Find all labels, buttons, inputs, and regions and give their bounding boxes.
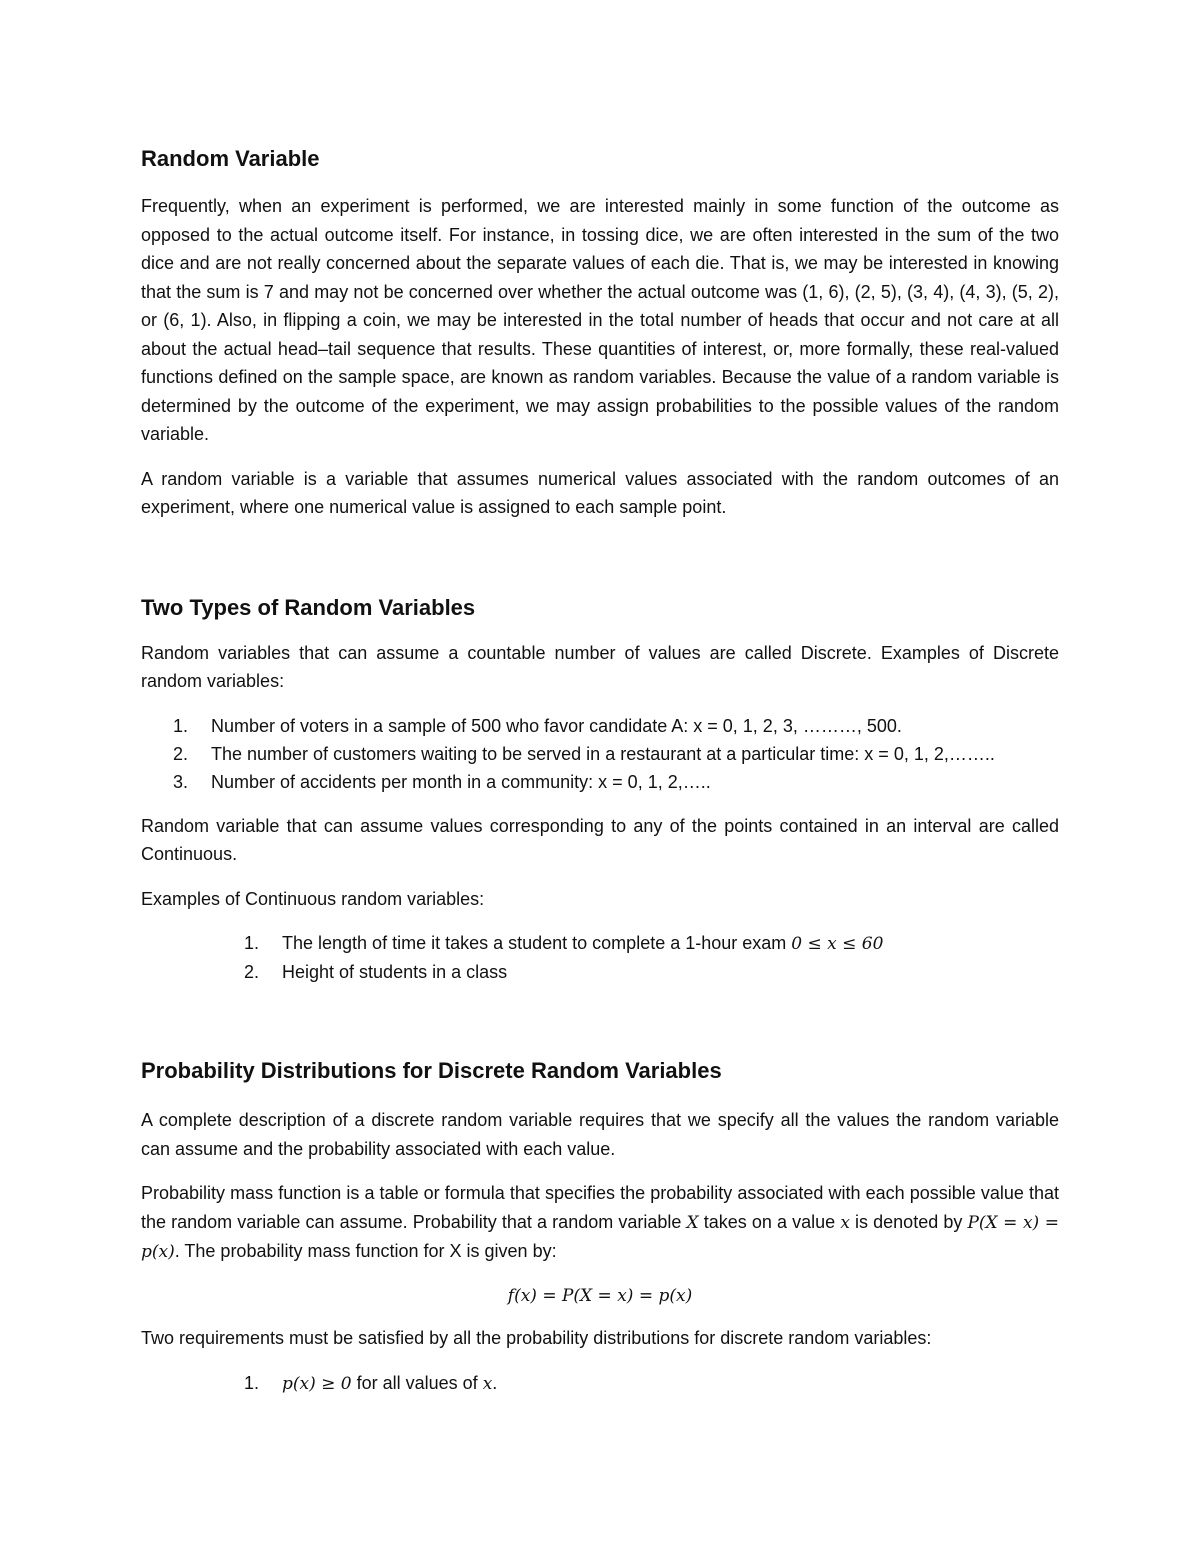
- math-expression: 0 ≤ x ≤ 60: [791, 934, 884, 954]
- paragraph: [141, 1179, 1059, 1267]
- paragraph: Random variables that can assume a countable number of values are called Discrete. Examples of Discrete random variables:: [141, 642, 1059, 691]
- list-text: The number of customers waiting to be served in a restaurant at a particular time: x = 0, 1, 2,……..: [211, 743, 995, 764]
- text-run: is denoted by: [855, 1211, 963, 1232]
- paragraph: Random variable that can assume values corresponding to any of the points contained in an interval are called Continuous.: [141, 815, 1059, 864]
- discrete-examples-list: [173, 712, 1059, 796]
- definition-paragraph: A random variable is a variable that assumes numerical values associated with the random outcomes of an experiment, where one numerical value is assigned to each sample point.: [141, 468, 1059, 517]
- list-text: for all values of: [356, 1372, 478, 1393]
- text-run: . The probability mass function for X is given by:: [174, 1241, 557, 1261]
- paragraph: Examples of Continuous random variables:: [141, 888, 485, 909]
- text-run: takes on a value: [703, 1211, 836, 1232]
- list-text: Number of accidents per month in a community: x = 0, 1, 2,…..: [211, 771, 711, 792]
- list-number: 1.: [173, 715, 189, 736]
- list-number: 1.: [244, 1372, 260, 1393]
- list-item: [173, 712, 1059, 740]
- formula-display: [141, 1281, 1059, 1311]
- continuous-examples-list: [244, 929, 1059, 986]
- section-title-random-variable: Random Variable: [141, 146, 320, 171]
- list-item: [244, 958, 1059, 986]
- document-body: [141, 140, 1059, 1398]
- math-expression: x: [482, 1373, 493, 1394]
- list-number: 3.: [173, 771, 189, 792]
- paragraph: Frequently, when an experiment is performed, we are interested mainly in some function of the outcome as opposed to the actual outcome itself. For instance, in tossing dice, we are often interested in the sum of the two dice and are not really concerned about the separate values of each die. That is, we may be interested in knowing that the sum is 7 and may not be concerned over whether the actual outcome was (1, 6), (2, 5), (3, 4), (4, 3), (5, 2), or (6, 1). Also, in flipping a coin, we may be interested in the total number of heads that occur and not care at all about the actual head–tail sequence that results. These quantities of interest, or, more formally, these real-valued functions defined on the sample space, are known as random variables. Because the value of a random variable is determined by the outcome of the experiment, we may assign probabilities to the possible values of the random variable.: [141, 196, 1059, 444]
- list-number: 2.: [244, 962, 260, 982]
- list-text: Height of students in a class: [282, 962, 508, 982]
- list-item: [173, 768, 1059, 796]
- requirements-list: [244, 1369, 1059, 1398]
- section-title-types: Two Types of Random Variables: [141, 594, 476, 620]
- math-expression: x: [840, 1212, 850, 1233]
- paragraph: A complete description of a discrete random variable requires that we specify all the values the random variable can assume and the probability associated with each value.: [141, 1110, 1059, 1159]
- list-text: .: [492, 1372, 498, 1393]
- list-number: 1.: [244, 933, 260, 953]
- list-item: [173, 740, 1059, 768]
- math-expression: P(X = x) = p(x): [141, 1212, 1059, 1262]
- list-number: 2.: [173, 743, 189, 764]
- section-title-probability-distributions: Probability Distributions for Discrete Random Variables: [141, 1058, 722, 1083]
- list-item: [244, 929, 1059, 958]
- math-expression: p(x) ≥ 0: [282, 1373, 352, 1394]
- math-expression: X: [686, 1212, 699, 1233]
- list-text: Number of voters in a sample of 500 who favor candidate A: x = 0, 1, 2, 3, ………, 500.: [211, 715, 902, 736]
- list-item: [244, 1369, 1059, 1398]
- math-expression: f(x) = P(X = x) = p(x): [507, 1285, 693, 1306]
- paragraph: Two requirements must be satisfied by all the probability distributions for discrete random variables:: [141, 1328, 932, 1348]
- list-text: The length of time it takes a student to complete a 1-hour exam: [282, 933, 787, 953]
- text-run: Probability mass function is a table or formula that specifies the probability associated with each possible value that the random variable can assume. Probability that a random variable: [141, 1183, 1059, 1232]
